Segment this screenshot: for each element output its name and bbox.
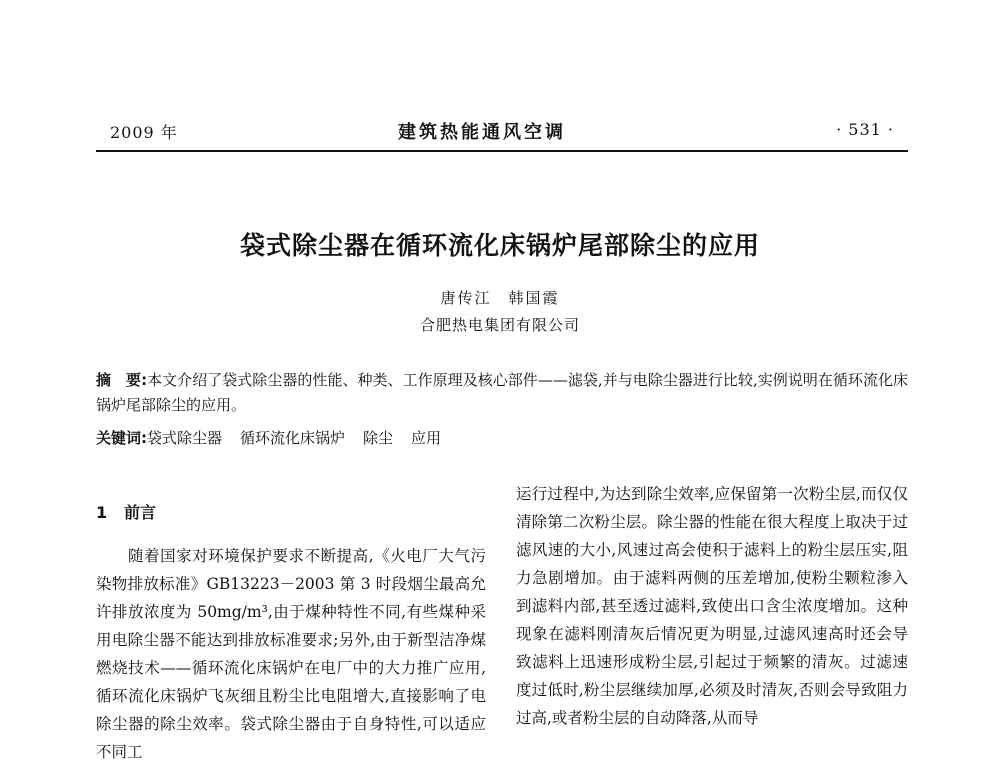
keyword: 循环流化床锅炉 xyxy=(240,429,346,447)
keywords-label: 关键词: xyxy=(96,429,147,447)
section-number: 1 xyxy=(96,503,108,522)
section-title: 前言 xyxy=(124,503,157,522)
body-paragraph: 随着国家对环境保护要求不断提高,《火电厂大气污染物排放标准》GB13223－2003 第 3 时段烟尘最高允许排放浓度为 50mg/m³,由于煤种特性不同,有些煤种采用电除尘器不能达到排放标准要求;另外,由于新型洁净煤燃烧技术——循环流化床锅炉在电厂中的大力推广应用,循环流化床锅炉飞灰细且粉尘比电阻增大,直接影响了电除尘器的除尘效率。袋式除尘器由于自身特性,可以适应不同工 xyxy=(96,547,486,761)
keywords xyxy=(96,426,908,451)
abstract-label: 摘 要: xyxy=(96,371,148,389)
keyword: 袋式除尘器 xyxy=(147,429,223,447)
running-header xyxy=(96,118,908,148)
article-title: 袋式除尘器在循环流化床锅炉尾部除尘的应用 xyxy=(239,231,760,260)
right-column xyxy=(516,480,908,732)
keyword: 应用 xyxy=(411,429,442,447)
keyword: 除尘 xyxy=(363,429,394,447)
header-journal-name: 建筑热能通风空调 xyxy=(398,122,566,143)
header-page-number: · 531 · xyxy=(836,120,894,139)
header-rule xyxy=(96,150,908,152)
article-affiliation: 合肥热电集团有限公司 xyxy=(419,316,580,334)
abstract-text: 本文介绍了袋式除尘器的性能、种类、工作原理及核心部件——滤袋,并与电除尘器进行比较,实例说明在循环流化床锅炉尾部除尘的应用。 xyxy=(96,371,909,414)
body-paragraph: 运行过程中,为达到除尘效率,应保留第一次粉尘层,而仅仅清除第二次粉尘层。除尘器的性能在很大程度上取决于过滤风速的大小,风速过高会使积于滤料上的粉尘层压实,阻力急剧增加。由于滤料两侧的压差增加,使粉尘颗粒渗入到滤料内部,甚至透过滤料,致使出口含尘浓度增加。这种现象在滤料刚清灰后情况更为明显,过滤风速高时还会导致滤料上迅速形成粉尘层,引起过于频繁的清灰。过滤速度过低时,粉尘层继续加厚,必须及时清灰,否则会导致阻力过高,或者粉尘层的自动降落,从而导 xyxy=(516,485,908,727)
abstract xyxy=(96,368,908,418)
section-heading xyxy=(96,498,486,528)
article-authors: 唐传江 韩国霞 xyxy=(440,289,560,307)
left-column xyxy=(96,498,486,766)
header-year: 2009 年 xyxy=(110,123,178,142)
